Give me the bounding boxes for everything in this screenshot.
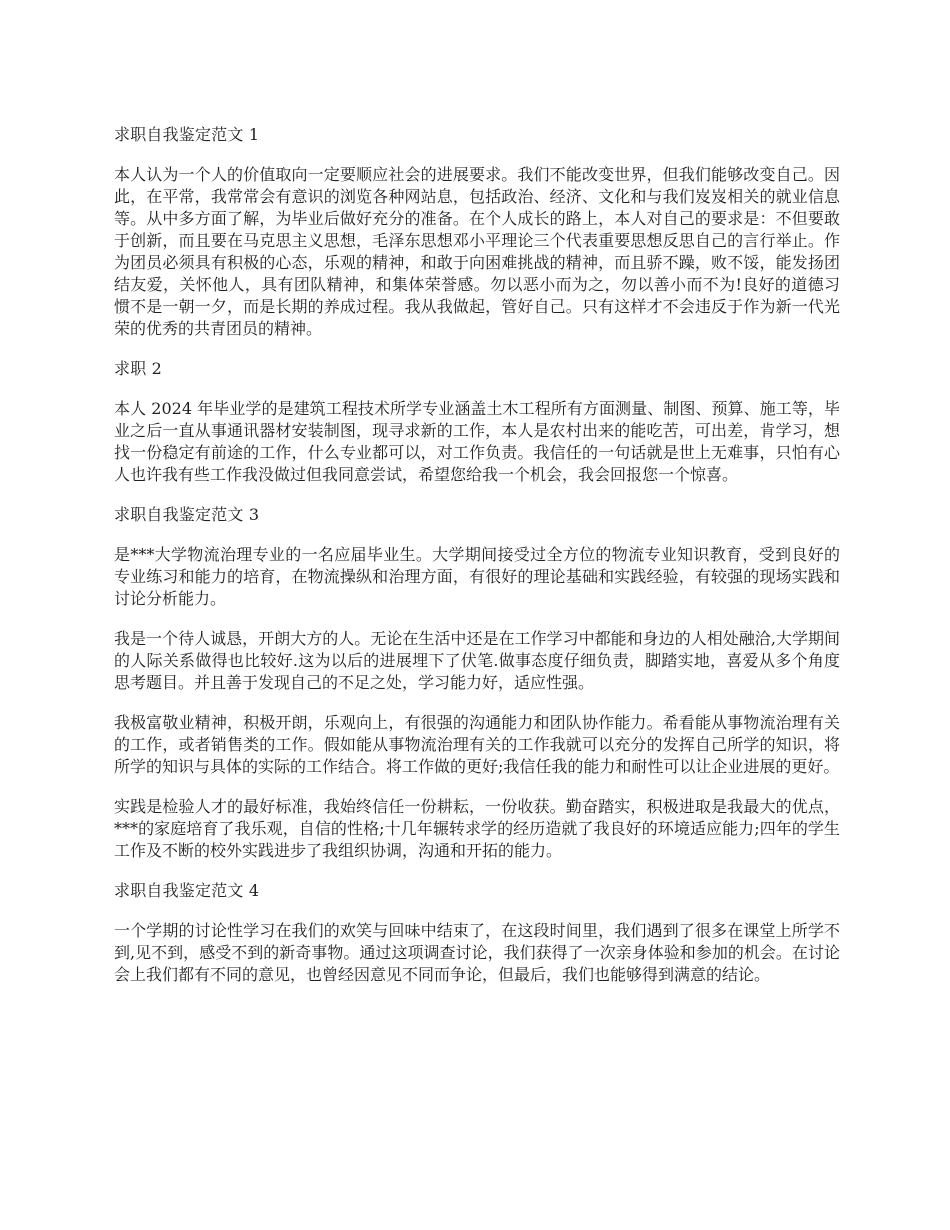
- section-1-paragraph-1: 本人认为一个人的价值取向一定要顺应社会的进展要求。我们不能改变世界，但我们能够改变自己。因此，在平常，我常常会有意识的浏览各种网站息，包括政治、经济、文化和与我们岌岌相关的就业信息等。从中多方面了解，为毕业后做好充分的准备。在个人成长的路上，本人对自己的要求是：不但要敢于创新，而且要在马克思主义思想，毛泽东思想邓小平理论三个代表重要思想反思自己的言行举止。作为团员必须具有积极的心态，乐观的精神，和敢于向困难挑战的精神，而且骄不躁，败不馁，能发扬团结友爱，关怀他人，具有团队精神，和集体荣誉感。勿以恶小而为之，勿以善小而不为!良好的道德习惯不是一朝一夕，而是长期的养成过程。我从我做起，管好自己。只有这样才不会违反于作为新一代光荣的优秀的共青团员的精神。: [114, 165, 840, 338]
- section-heading-2: 求职 2: [114, 359, 163, 378]
- section-heading-4: 求职自我鉴定范文 4: [114, 881, 260, 900]
- section-3-paragraph-3: 我极富敬业精神，积极开朗，乐观向上，有很强的沟通能力和团队协作能力。希看能从事物流治理有关的工作，或者销售类的工作。假如能从事物流治理有关的工作我就可以充分的发挥自己所学的知识，将所学的知识与具体的实际的工作结合。将工作做的更好;我信任我的能力和耐性可以让企业进展的更好。: [114, 713, 840, 776]
- document-page: [114, 124, 840, 1004]
- section-4-paragraph-1: 一个学期的讨论性学习在我们的欢笑与回味中结束了，在这段时间里，我们遇到了很多在课堂上所学不到,见不到，感受不到的新奇事物。通过这项调查讨论，我们获得了一次亲身体验和参加的机会。在讨论会上我们都有不同的意见，也曾经因意见不同而争论，但最后，我们也能够得到满意的结论。: [114, 921, 840, 984]
- section-3-paragraph-1: 是***大学物流治理专业的一名应届毕业生。大学期间接受过全方位的物流专业知识教育，受到良好的专业练习和能力的培育，在物流操纵和治理方面，有很好的理论基础和实践经验，有较强的现场实践和讨论分析能力。: [114, 545, 840, 608]
- section-3-paragraph-4: 实践是检验人才的最好标准，我始终信任一份耕耘，一份收获。勤奋踏实，积极进取是我最大的优点，***的家庭培育了我乐观，自信的性格;十几年辗转求学的经历造就了我良好的环境适应能力;四年的学生工作及不断的校外实践进步了我组织协调，沟通和开拓的能力。: [114, 797, 840, 860]
- section-2-paragraph-1: 本人 2024 年毕业学的是建筑工程技术所学专业涵盖土木工程所有方面测量、制图、预算、施工等，毕业之后一直从事通讯器材安装制图，现寻求新的工作，本人是农村出来的能吃苦，可出差，肯学习，想找一份稳定有前途的工作，什么专业都可以，对工作负责。我信任的一句话就是世上无难事，只怕有心人也许我有些工作我没做过但我同意尝试，希望您给我一个机会，我会回报您一个惊喜。: [114, 399, 840, 484]
- section-heading-3: 求职自我鉴定范文 3: [114, 505, 260, 524]
- section-3-paragraph-2: 我是一个待人诚恳，开朗大方的人。无论在生活中还是在工作学习中都能和身边的人相处融洽,大学期间的人际关系做得也比较好.这为以后的进展埋下了伏笔.做事态度仔细负责，脚踏实地，喜爱从多个角度思考题目。并且善于发现自己的不足之处，学习能力好，适应性强。: [114, 629, 840, 692]
- section-heading-1: 求职自我鉴定范文 1: [114, 125, 260, 144]
